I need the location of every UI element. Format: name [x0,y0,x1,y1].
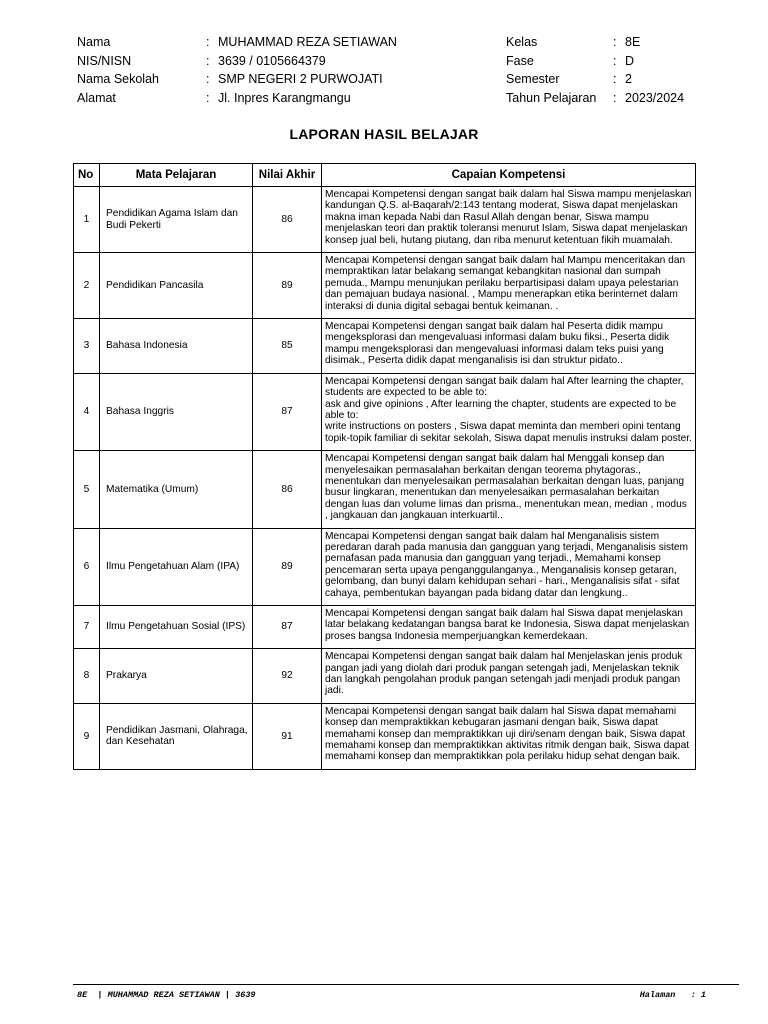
table-row [74,528,696,605]
info-label: Nama [77,35,111,49]
info-separator: : [206,35,210,49]
info-value: D [625,53,635,68]
table-row [74,253,696,319]
subject-name: Bahasa Indonesia [100,319,253,374]
row-number: 7 [74,606,100,649]
info-separator: : [206,53,210,68]
info-value: SMP NEGERI 2 PURWOJATI [218,72,383,86]
row-number: 9 [74,703,100,769]
report-title: LAPORAN HASIL BELAJAR [289,126,479,142]
final-score: 89 [253,253,322,319]
info-value: 3639 / 0105664379 [218,53,326,68]
final-score: 87 [253,373,322,450]
table-row [74,373,696,450]
header-capaian-kompetensi: Capaian Kompetensi [322,164,696,187]
subject-name: Ilmu Pengetahuan Sosial (IPS) [100,606,253,649]
info-row [77,33,397,52]
final-score: 87 [253,606,322,649]
info-separator: : [613,35,617,49]
info-label: Alamat [77,90,116,105]
table-header-row [74,164,696,187]
competency-description: Mencapai Kompetensi dengan sangat baik dalam hal Menganalisis sistem peredaran darah pada manusia dan gangguan yang terjadi, Menganalisis sistem pernafasan pada manusia dan gangguan yang terjadi., Memahami konsep pencemaran serta upaya penganggulanganya., Menganalisis konsep getaran, gelombang, dan bunyi dalam kehidupan sehari - hari., Menganalisis sifat - sifat cahaya, pembentukan bayangan pada bidang datar dan lengkung.. [322,528,696,605]
final-score: 86 [253,187,322,253]
info-label: Nama Sekolah [77,72,159,86]
info-value: Jl. Inpres Karangmangu [218,90,351,105]
row-number: 6 [74,528,100,605]
footer-student: 8E | MUHAMMAD REZA SETIAWAN | 3639 [77,990,256,1000]
table-row [74,606,696,649]
info-row [506,33,684,52]
table-row [74,703,696,769]
info-label: Semester [506,72,560,86]
table-row [74,319,696,374]
final-score: 85 [253,319,322,374]
competency-description: Mencapai Kompetensi dengan sangat baik dalam hal Siswa dapat menjelaskan latar belakang kedatangan bangsa barat ke Indonesia, Siswa dapat menjelaskan proses bangsa Indonesia memperjuangkan kemerdekaan. [322,606,696,649]
subject-name: Bahasa Inggris [100,373,253,450]
subject-name: Pendidikan Pancasila [100,253,253,319]
info-value: 2 [625,72,632,86]
info-separator: : [613,53,617,68]
info-label: Kelas [506,35,538,49]
info-row [77,70,397,89]
info-label: Tahun Pelajaran [506,90,597,105]
footer-divider [73,984,739,985]
competency-description: Mencapai Kompetensi dengan sangat baik dalam hal Siswa dapat memahami konsep dan mempraktikkan kebugaran jasmani dengan baik, Siswa dapat memahami konsep dan mempraktikkan uji diri/senam dengan baik, Siswa dapat memahami konsep dan mempraktikkan aktivitas ritmik dengan baik, Siswa dapat memahami konsep dan mempraktikkan pola perilaku hidup sehat dengan baik. [322,703,696,769]
info-label: NIS/NISN [77,53,132,68]
footer-page-number: Halaman : 1 [639,990,706,1000]
student-info-right [506,33,684,107]
info-row [506,52,684,71]
info-label: Fase [506,53,534,68]
final-score: 91 [253,703,322,769]
competency-description: Mencapai Kompetensi dengan sangat baik dalam hal After learning the chapter, students are expected to be able to: ask and give opinions , After learning the chapter, students are expected to be able to: write instructions on posters , Siswa dapat meminta dan memberi opini tentang topik-topik familiar di sekitar sekolah, Siswa dapat menulis instruksi dalam poster. [322,373,696,450]
row-number: 4 [74,373,100,450]
competency-description: Mencapai Kompetensi dengan sangat baik dalam hal Peserta didik mampu mengeksplorasi dan mengevaluasi informasi dalam buku fiksi., Peserta didik mampu mengeksplorasi dan mengevaluasi informasi dalam teks puisi yang disimak., Peserta didik dapat menganalisis isi dan struktur pidato.. [322,319,696,374]
table-row [74,187,696,253]
info-value: 2023/2024 [625,90,685,105]
competency-description: Mencapai Kompetensi dengan sangat baik dalam hal Mampu menceritakan dan mempraktikan latar belakang semangat kebangkitan nasional dan sumpah pemuda., Mampu menunjukan perilaku berpartisipasi dalam upaya pelestarian dan pemajuan budaya nasional. , Mampu menerapkan etika berinternet dalam interaksi di dunia digital sebagai bentuk keimanan. . [322,253,696,319]
info-separator: : [613,90,617,105]
header-mata-pelajaran: Mata Pelajaran [100,164,253,187]
row-number: 1 [74,187,100,253]
info-separator: : [613,72,617,86]
header-no: No [74,164,100,187]
subject-name: Pendidikan Agama Islam dan Budi Pekerti [100,187,253,253]
row-number: 3 [74,319,100,374]
header-nilai-akhir: Nilai Akhir [253,164,322,187]
info-separator: : [206,90,210,105]
row-number: 2 [74,253,100,319]
competency-description: Mencapai Kompetensi dengan sangat baik dalam hal Menggali konsep dan menyelesaikan permasalahan berkaitan dengan teorema phytagoras., menentukan dan menyelesaikan permasalahan berkaitan dengan luas, panjang busur lingkaran, menentukan dan menyelesaikan permasalahan berkaitan dengan luas dan volume limas dan prisma., menentukan mean, median , modus , jangkauan dan jangkauan interkuartil.. [322,451,696,528]
competency-description: Mencapai Kompetensi dengan sangat baik dalam hal Siswa mampu menjelaskan kandungan Q.S. al-Baqarah/2:143 tentang moderat, Siswa dapat menjelaskan makna iman kepada Nabi dan Rasul Allah dengan benar, Siswa mampu menjelaskan teori dan praktik toleransi menurut Islam, Siswa dapat menjelaskan konsep jual beli, hutang piutang, dan riba menurut ketentuan fikih muamalah. [322,187,696,253]
info-row [77,89,397,108]
final-score: 89 [253,528,322,605]
subject-name: Matematika (Umum) [100,451,253,528]
final-score: 92 [253,649,322,704]
info-row [506,70,684,89]
subject-name: Ilmu Pengetahuan Alam (IPA) [100,528,253,605]
grades-table [73,163,696,770]
table-row [74,451,696,528]
info-value: MUHAMMAD REZA SETIAWAN [218,35,397,49]
competency-description: Mencapai Kompetensi dengan sangat baik dalam hal Menjelaskan jenis produk pangan jadi yang diolah dari produk pangan setengah jadi, Menjelaskan teknik dan langkah pengolahan produk pangan setengah jadi menjadi produk pangan jadi. [322,649,696,704]
final-score: 86 [253,451,322,528]
info-row [77,52,397,71]
row-number: 5 [74,451,100,528]
student-info-left [77,33,397,107]
table-row [74,649,696,704]
info-value: 8E [625,35,641,49]
row-number: 8 [74,649,100,704]
subject-name: Pendidikan Jasmani, Olahraga, dan Kesehatan [100,703,253,769]
info-row [506,89,684,108]
subject-name: Prakarya [100,649,253,704]
info-separator: : [206,72,210,86]
